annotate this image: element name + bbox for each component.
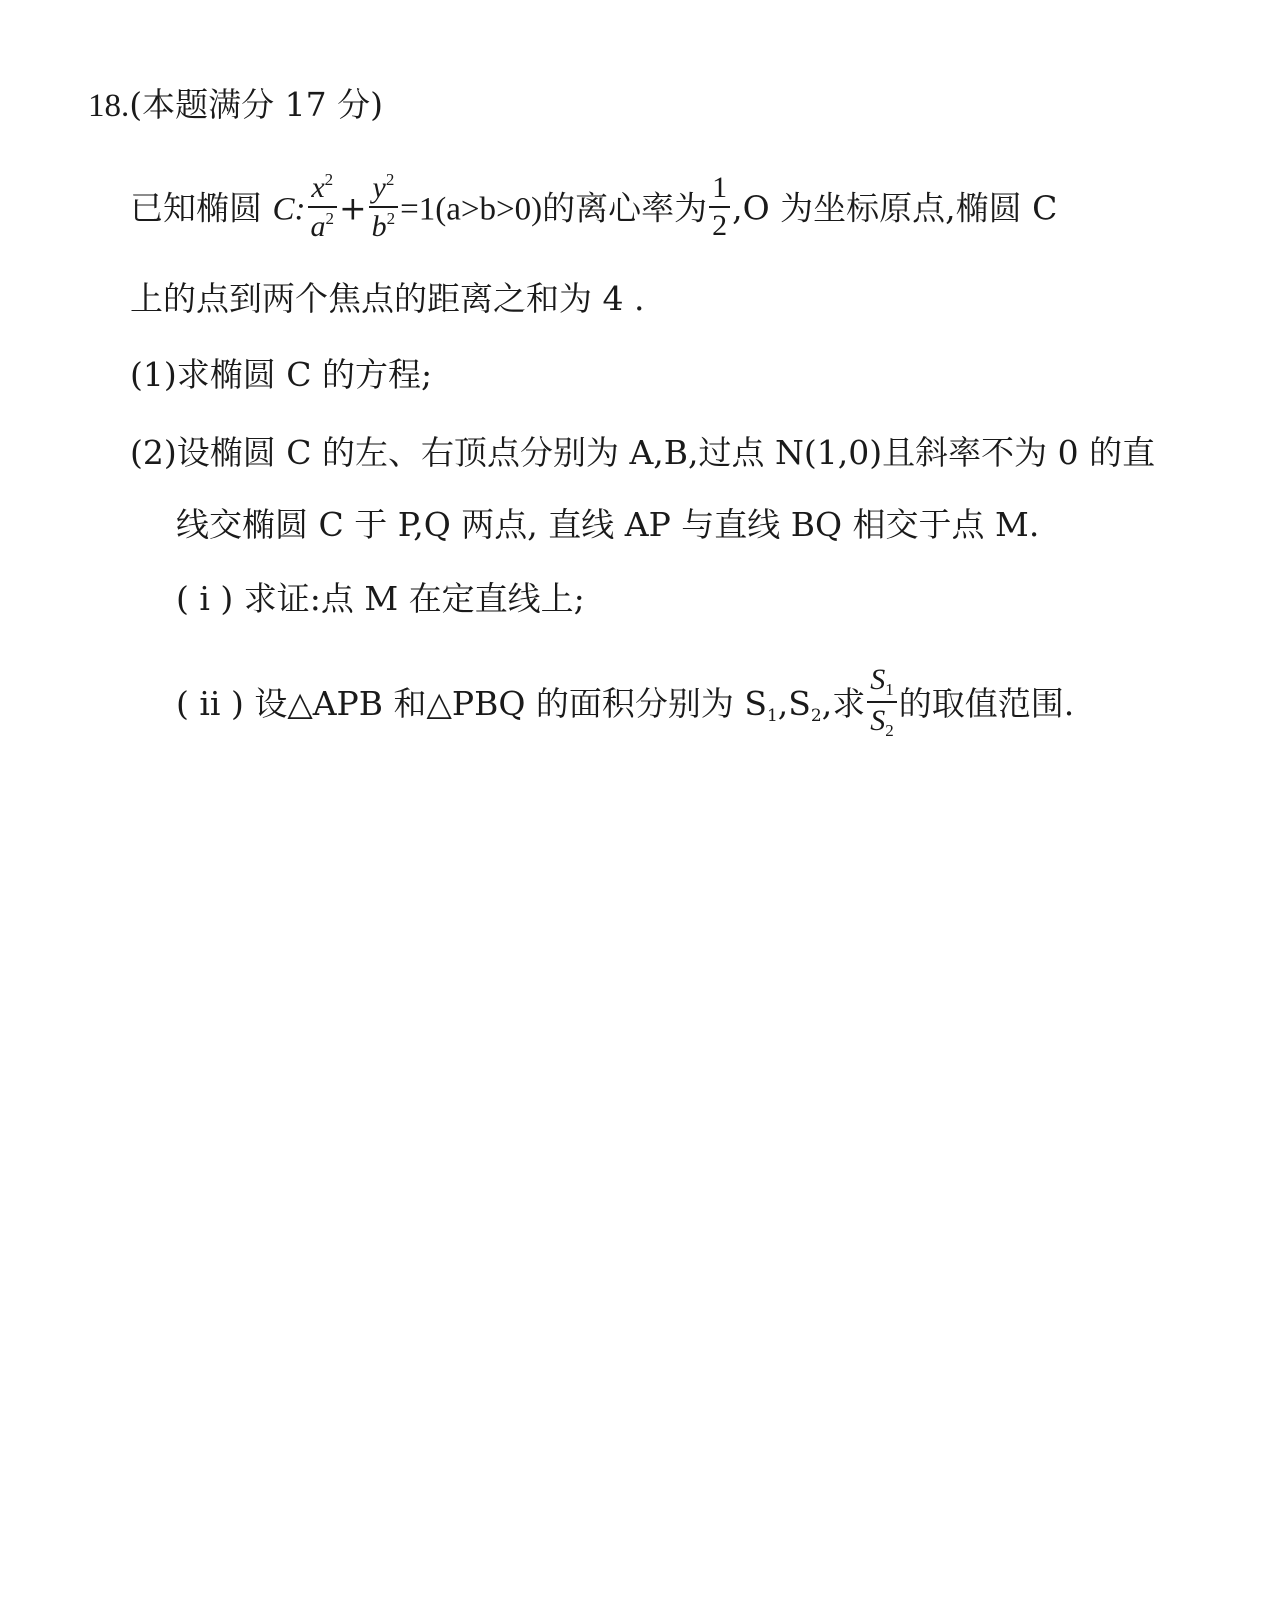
equation-rhs: =1(a>b>0) [400,191,543,228]
ecc-denominator: 2 [712,208,728,242]
statement-text-2: 的离心率为 [542,188,708,228]
part-1 [130,355,433,394]
problem-statement-line-1 [130,170,1058,246]
s1-subscript: 1 [766,705,778,726]
sub-part-ii-prefix: ( ii ) 设△APB 和△PBQ 的面积分别为 S [176,683,767,723]
problem-statement-line-2 [130,279,645,318]
sub-part-ii-suffix: 的取值范围. [898,683,1075,723]
part-2-text-2: 线交椭圆 C 于 P,Q 两点, 直线 AP 与直线 BQ 相交于点 M. [176,505,1040,544]
fraction-x2-a2: $\frac{x^2}{a^2}$ [308,171,338,242]
frac-x: x [311,171,325,204]
ratio-denominator-sub: 2 [885,720,894,740]
frac-b: b [371,209,387,243]
sub-part-ii-mid: ,S [777,683,811,723]
frac-a: a [310,209,326,243]
fraction-eccentricity [709,172,730,241]
s2-subscript: 2 [810,705,822,726]
question-header [88,85,383,124]
plus-sign: + [339,188,367,228]
sub-part-ii-ask: ,求 [821,683,866,723]
part-1-text: (1)求椭圆 C 的方程; [130,355,433,394]
question-score: (本题满分 17 分) [129,85,383,124]
ecc-numerator: 1 [709,172,730,208]
fraction-s1-s2 [867,664,897,740]
ratio-numerator: S [870,663,886,696]
part-2-line-1 [130,433,1156,472]
statement-text-1: 已知椭圆 [130,188,262,228]
question-number: 18. [88,88,130,124]
ratio-denominator: S [870,703,886,737]
part-2-text-1: (2)设椭圆 C 的左、右顶点分别为 A,B,过点 N(1,0)且斜率不为 0 的直 [130,433,1156,472]
sub-part-i-text: ( i ) 求证:点 M 在定直线上; [176,579,585,618]
statement-text-4: 上的点到两个焦点的距离之和为 4 . [130,279,645,318]
ellipse-name: C: [272,191,306,228]
sub-part-i [176,579,585,618]
fraction-y2-b2: $\frac{y^2}{b^2}$ [369,171,399,242]
statement-text-3: ,O 为坐标原点,椭圆 C [732,188,1058,228]
ratio-numerator-sub: 1 [885,680,894,699]
part-2-line-2 [176,505,1040,544]
sub-part-ii [176,663,1075,744]
frac-y: y [372,171,386,204]
